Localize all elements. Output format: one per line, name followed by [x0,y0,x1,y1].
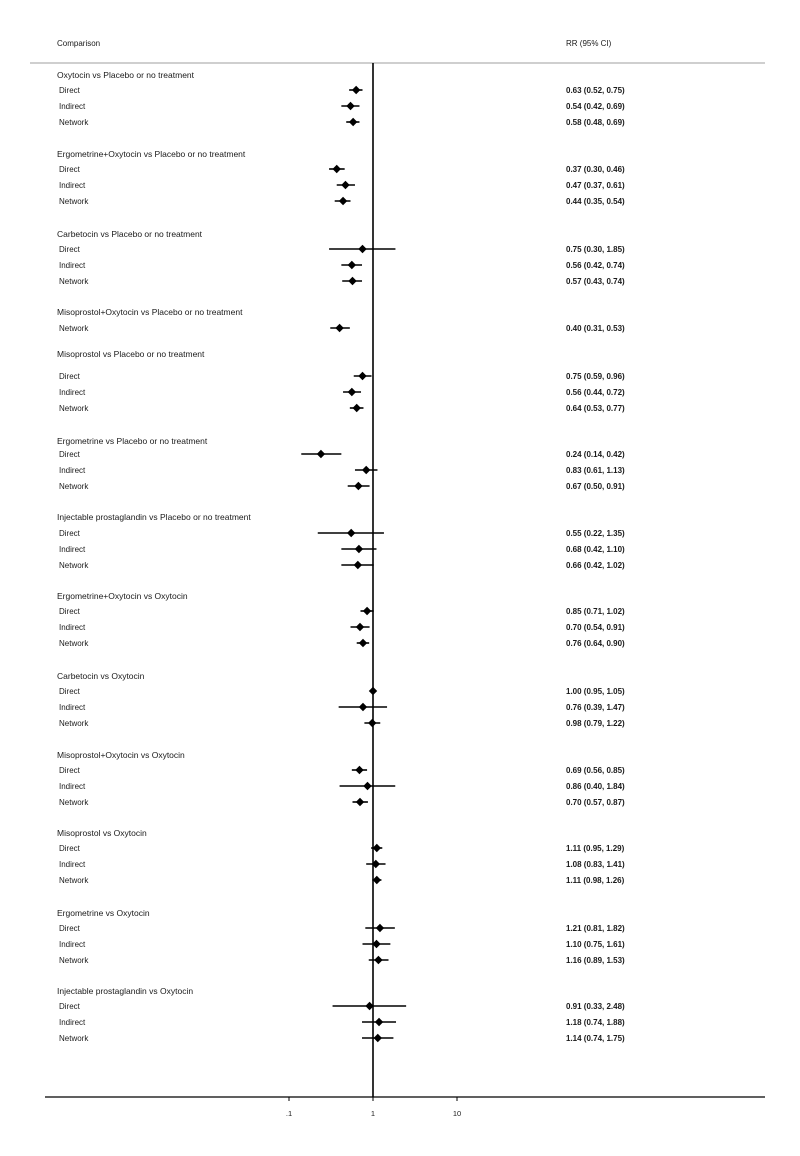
row-label: Network [59,956,89,965]
estimate-row [59,719,625,728]
point-estimate-marker [352,86,360,94]
rr-ci-value: 1.18 (0.74, 1.88) [566,1018,625,1027]
rr-ci-value: 0.91 (0.33, 2.48) [566,1002,625,1011]
estimate-row [59,482,625,491]
estimate-row [59,956,625,965]
point-estimate-marker [355,766,363,774]
estimate-row [59,388,625,397]
estimate-row [59,561,625,570]
rr-ci-value: 0.70 (0.57, 0.87) [566,798,625,807]
estimate-row [59,181,625,190]
row-label: Direct [59,607,80,616]
estimate-row [59,844,625,853]
x-tick-label: .1 [285,1109,293,1118]
row-label: Indirect [59,261,86,270]
group-title: Carbetocin vs Oxytocin [57,671,145,681]
point-estimate-marker [374,1034,382,1042]
rr-ci-value: 1.10 (0.75, 1.61) [566,940,625,949]
group-title: Injectable prostaglandin vs Oxytocin [57,986,194,996]
row-label: Indirect [59,545,86,554]
rr-ci-value: 0.76 (0.39, 1.47) [566,703,625,712]
rr-ci-value: 0.44 (0.35, 0.54) [566,197,625,206]
estimate-row [59,277,625,286]
rr-ci-value: 0.68 (0.42, 1.10) [566,545,625,554]
point-estimate-marker [374,956,382,964]
rr-ci-value: 0.98 (0.79, 1.22) [566,719,625,728]
group-title: Ergometrine vs Placebo or no treatment [57,436,208,446]
estimate-row [59,782,625,791]
row-label: Network [59,277,89,286]
row-label: Direct [59,372,80,381]
row-label: Network [59,1034,89,1043]
group-title: Carbetocin vs Placebo or no treatment [57,229,203,239]
rr-ci-value: 1.21 (0.81, 1.82) [566,924,625,933]
estimate-row [59,766,625,775]
estimate-row [59,466,625,475]
point-estimate-marker [335,324,343,332]
rr-ci-value: 0.76 (0.64, 0.90) [566,639,625,648]
estimate-row [59,102,625,111]
estimate-row [59,165,625,174]
group-title: Ergometrine+Oxytocin vs Placebo or no treatment [57,149,246,159]
comparison-group [57,591,625,648]
point-estimate-marker [348,277,356,285]
estimate-row [59,529,625,538]
estimate-row [59,607,625,616]
estimate-row [59,798,625,807]
x-axis-ticks [286,1097,461,1118]
row-label: Indirect [59,623,86,632]
row-label: Network [59,197,89,206]
estimate-row [59,639,625,648]
rr-ci-value: 0.85 (0.71, 1.02) [566,607,625,616]
row-label: Network [59,876,89,885]
point-estimate-marker [317,450,325,458]
point-estimate-marker [356,798,364,806]
rr-ci-value: 0.69 (0.56, 0.85) [566,766,625,775]
rr-ci-value: 0.40 (0.31, 0.53) [566,324,625,333]
point-estimate-marker [363,607,371,615]
estimate-row [59,197,625,206]
rr-ci-value: 0.70 (0.54, 0.91) [566,623,625,632]
rr-ci-value: 1.11 (0.95, 1.29) [566,844,625,853]
row-label: Network [59,719,89,728]
estimate-row [59,1018,625,1027]
comparison-group [57,828,625,885]
comparison-group [57,70,625,127]
row-label: Network [59,324,89,333]
rr-ci-value: 0.56 (0.44, 0.72) [566,388,625,397]
row-label: Indirect [59,703,86,712]
comparison-group [57,908,625,965]
comparison-group [57,149,625,206]
rr-ci-value: 0.37 (0.30, 0.46) [566,165,625,174]
estimate-row [59,324,625,333]
rr-ci-value: 0.86 (0.40, 1.84) [566,782,625,791]
estimate-row [59,860,625,869]
point-estimate-marker [341,181,349,189]
row-label: Direct [59,766,80,775]
point-estimate-marker [354,482,362,490]
point-estimate-marker [363,782,371,790]
estimate-row [59,623,625,632]
row-label: Network [59,798,89,807]
rr-ci-value: 0.47 (0.37, 0.61) [566,181,625,190]
rr-ci-value: 0.75 (0.30, 1.85) [566,245,625,254]
group-title: Injectable prostaglandin vs Placebo or no treatment [57,512,251,522]
row-label: Direct [59,844,80,853]
point-estimate-marker [347,529,355,537]
row-label: Indirect [59,181,86,190]
point-estimate-marker [353,404,361,412]
point-estimate-marker [356,623,364,631]
estimate-row [59,372,625,381]
group-title: Misoprostol+Oxytocin vs Oxytocin [57,750,185,760]
row-label: Indirect [59,940,86,949]
estimate-row [59,245,625,254]
group-title: Misoprostol vs Oxytocin [57,828,147,838]
comparison-group [57,986,625,1043]
point-estimate-marker [354,561,362,569]
rr-ci-value: 1.16 (0.89, 1.53) [566,956,625,965]
group-title: Ergometrine+Oxytocin vs Oxytocin [57,591,188,601]
row-label: Direct [59,165,80,174]
row-label: Direct [59,1002,80,1011]
rr-ci-value: 1.14 (0.74, 1.75) [566,1034,625,1043]
estimate-row [59,545,625,554]
estimate-row [59,86,625,95]
rr-ci-value: 1.11 (0.98, 1.26) [566,876,625,885]
row-label: Indirect [59,1018,86,1027]
group-title: Oxytocin vs Placebo or no treatment [57,70,195,80]
point-estimate-marker [358,245,366,253]
x-tick-label: 10 [452,1109,462,1118]
rr-ci-value: 0.57 (0.43, 0.74) [566,277,625,286]
point-estimate-marker [348,261,356,269]
rr-ci-value: 0.54 (0.42, 0.69) [566,102,625,111]
comparison-group [57,436,625,491]
estimate-row [59,1034,625,1043]
x-tick-label: 1 [370,1109,376,1118]
comparison-group [57,307,625,333]
point-estimate-marker [368,719,376,727]
point-estimate-marker [362,466,370,474]
point-estimate-marker [359,703,367,711]
rr-ci-value: 0.56 (0.42, 0.74) [566,261,625,270]
row-label: Network [59,404,89,413]
point-estimate-marker [373,876,381,884]
group-title: Ergometrine vs Oxytocin [57,908,150,918]
comparison-group [57,349,625,413]
row-label: Direct [59,924,80,933]
rr-ci-value: 1.00 (0.95, 1.05) [566,687,625,696]
estimate-header: RR (95% CI) [566,39,612,48]
point-estimate-marker [348,388,356,396]
estimate-row [59,1002,625,1011]
rr-ci-value: 1.08 (0.83, 1.41) [566,860,625,869]
estimate-row [59,940,625,949]
row-label: Network [59,639,89,648]
rr-ci-value: 0.66 (0.42, 1.02) [566,561,625,570]
estimate-row [59,703,625,712]
row-label: Indirect [59,102,86,111]
group-title: Misoprostol+Oxytocin vs Placebo or no treatment [57,307,243,317]
point-estimate-marker [376,924,384,932]
comparison-group [57,750,625,807]
point-estimate-marker [349,118,357,126]
estimate-row [59,876,625,885]
row-label: Direct [59,245,80,254]
comparison-group [57,671,625,728]
row-label: Network [59,482,89,491]
estimate-row [59,261,625,270]
point-estimate-marker [359,639,367,647]
rr-ci-value: 0.55 (0.22, 1.35) [566,529,625,538]
rr-ci-value: 0.58 (0.48, 0.69) [566,118,625,127]
point-estimate-marker [333,165,341,173]
row-label: Direct [59,450,80,459]
row-label: Direct [59,86,80,95]
point-estimate-marker [346,102,354,110]
point-estimate-marker [375,1018,383,1026]
point-estimate-marker [369,687,377,695]
estimate-row [59,450,625,459]
row-label: Indirect [59,466,86,475]
rr-ci-value: 0.24 (0.14, 0.42) [566,450,625,459]
rows-layer [57,70,625,1043]
estimate-row [59,924,625,933]
point-estimate-marker [358,372,366,380]
estimate-row [59,404,625,413]
row-label: Indirect [59,388,86,397]
row-label: Direct [59,529,80,538]
row-label: Indirect [59,860,86,869]
point-estimate-marker [339,197,347,205]
estimate-row [59,118,625,127]
row-label: Network [59,118,89,127]
comparison-header: Comparison [57,39,101,48]
group-title: Misoprostol vs Placebo or no treatment [57,349,205,359]
rr-ci-value: 0.63 (0.52, 0.75) [566,86,625,95]
row-label: Network [59,561,89,570]
row-label: Direct [59,687,80,696]
rr-ci-value: 0.67 (0.50, 0.91) [566,482,625,491]
row-label: Indirect [59,782,86,791]
point-estimate-marker [355,545,363,553]
comparison-group [57,512,625,570]
rr-ci-value: 0.83 (0.61, 1.13) [566,466,625,475]
point-estimate-marker [373,844,381,852]
comparison-group [57,229,625,286]
estimate-row [59,687,625,696]
rr-ci-value: 0.64 (0.53, 0.77) [566,404,625,413]
rr-ci-value: 0.75 (0.59, 0.96) [566,372,625,381]
